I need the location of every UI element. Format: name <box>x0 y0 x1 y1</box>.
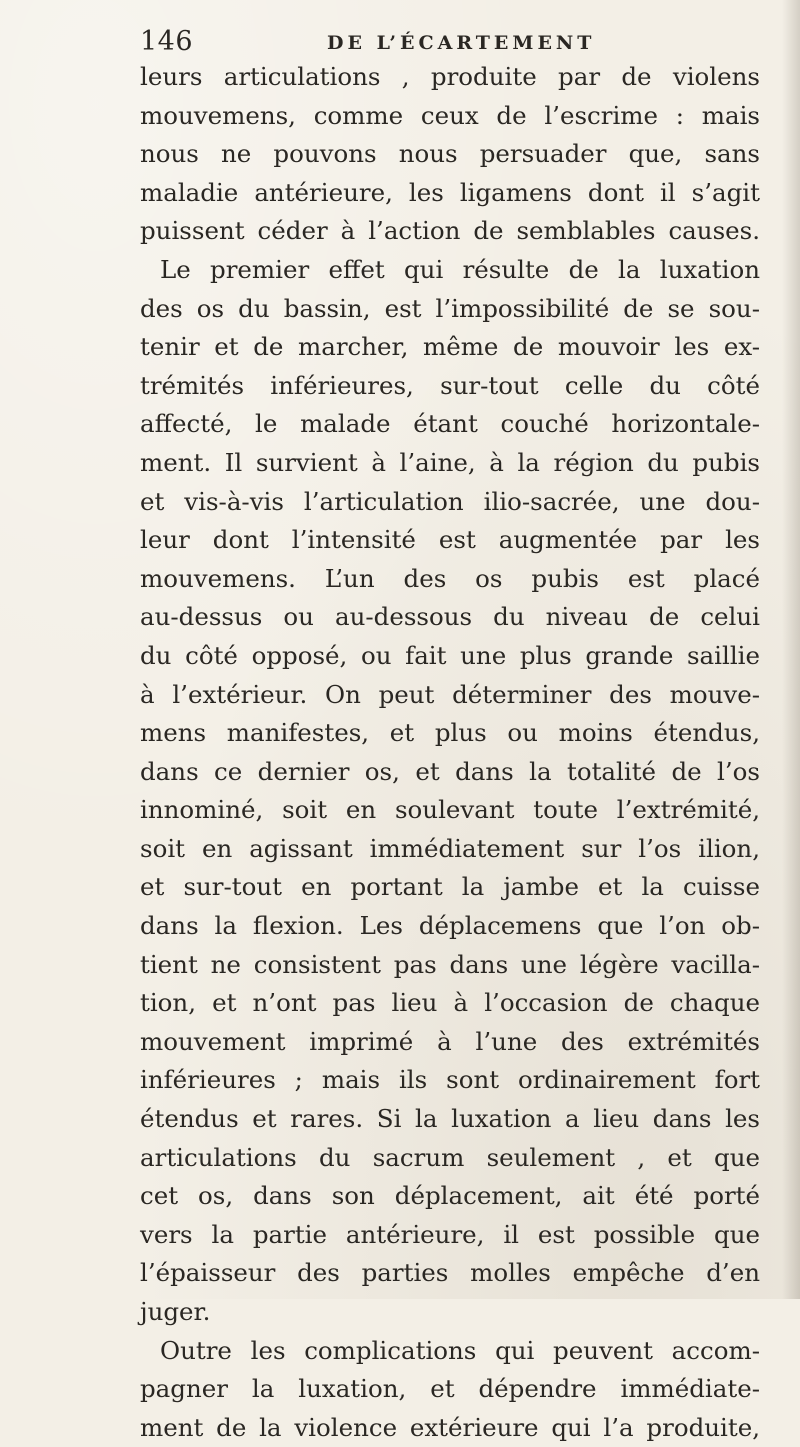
text-line: dans ce dernier os, et dans la totalité de l’os <box>140 756 760 786</box>
body-text <box>140 58 760 1447</box>
text-line: des os du bassin, est l’impossibilité de se sou- <box>140 293 760 323</box>
text-line: ment de la violence extérieure qui l’a produite, <box>140 1412 760 1442</box>
text-line: cet os, dans son déplacement, ait été porté <box>140 1181 760 1211</box>
text-line: vers la partie antérieure, il est possible que <box>140 1219 760 1249</box>
text-line: pagner la luxation, et dépendre immédiate- <box>140 1374 760 1404</box>
text-line: dans la flexion. Les déplacemens que l’on ob- <box>140 911 760 941</box>
text-line: leurs articulations , produite par de violens <box>140 62 760 91</box>
text-line: soit en agissant immédiatement sur l’os ilion, <box>140 833 760 863</box>
text-line: et sur-tout en portant la jambe et la cuisse <box>140 872 760 902</box>
text-line: trémités inférieures, sur-tout celle du côté <box>140 370 760 400</box>
page-edge-shadow <box>782 0 800 1299</box>
text-line: maladie antérieure, les ligamens dont il s’agit <box>140 177 760 207</box>
text-line: articulations du sacrum seulement , et que <box>140 1142 760 1172</box>
text-line: inférieures ; mais ils sont ordinairement fort <box>140 1065 760 1095</box>
text-line: innominé, soit en soulevant toute l’extrémité, <box>140 795 760 825</box>
text-line: tient ne consistent pas dans une légère vacilla- <box>140 949 760 979</box>
paragraph-start-line: Le premier effet qui résulte de la luxation <box>160 254 760 284</box>
text-line: tion, et n’ont pas lieu à l’occasion de chaque <box>140 988 760 1018</box>
paragraph-end-line: juger. <box>140 1297 211 1326</box>
text-line: puissent céder à l’action de semblables causes. <box>140 216 760 246</box>
text-line: mouvement imprimé à l’une des extrémités <box>140 1026 760 1056</box>
text-line: du côté opposé, ou fait une plus grande saillie <box>140 640 760 670</box>
text-line: mouvemens. L’un des os pubis est placé <box>140 563 760 593</box>
text-line: à l’extérieur. On peut déterminer des mouve- <box>140 679 760 709</box>
text-line: mouvemens, comme ceux de l’escrime : mais <box>140 100 760 130</box>
page-header <box>140 20 760 60</box>
text-line: affecté, le malade étant couché horizontale- <box>140 409 760 439</box>
text-line: l’épaisseur des parties molles empêche d’en <box>140 1258 760 1288</box>
page-number: 146 <box>140 26 194 57</box>
text-line: mens manifestes, et plus ou moins étendus, <box>140 718 760 748</box>
text-line: nous ne pouvons nous persuader que, sans <box>140 139 760 169</box>
text-line: et vis-à-vis l’articulation ilio-sacrée, une dou- <box>140 486 760 516</box>
paragraph-start-line: Outre les complications qui peuvent accom- <box>160 1335 760 1365</box>
text-line: leur dont l’intensité est augmentée par les <box>140 525 760 555</box>
text-line: ment. Il survient à l’aine, à la région du pubis <box>140 447 760 477</box>
text-line: tenir et de marcher, même de mouvoir les ex- <box>140 332 760 362</box>
text-line: étendus et rares. Si la luxation a lieu dans les <box>140 1104 760 1134</box>
text-line: au-dessus ou au-dessous du niveau de celui <box>140 602 760 632</box>
running-head: DE L’ÉCARTEMENT <box>327 32 596 54</box>
